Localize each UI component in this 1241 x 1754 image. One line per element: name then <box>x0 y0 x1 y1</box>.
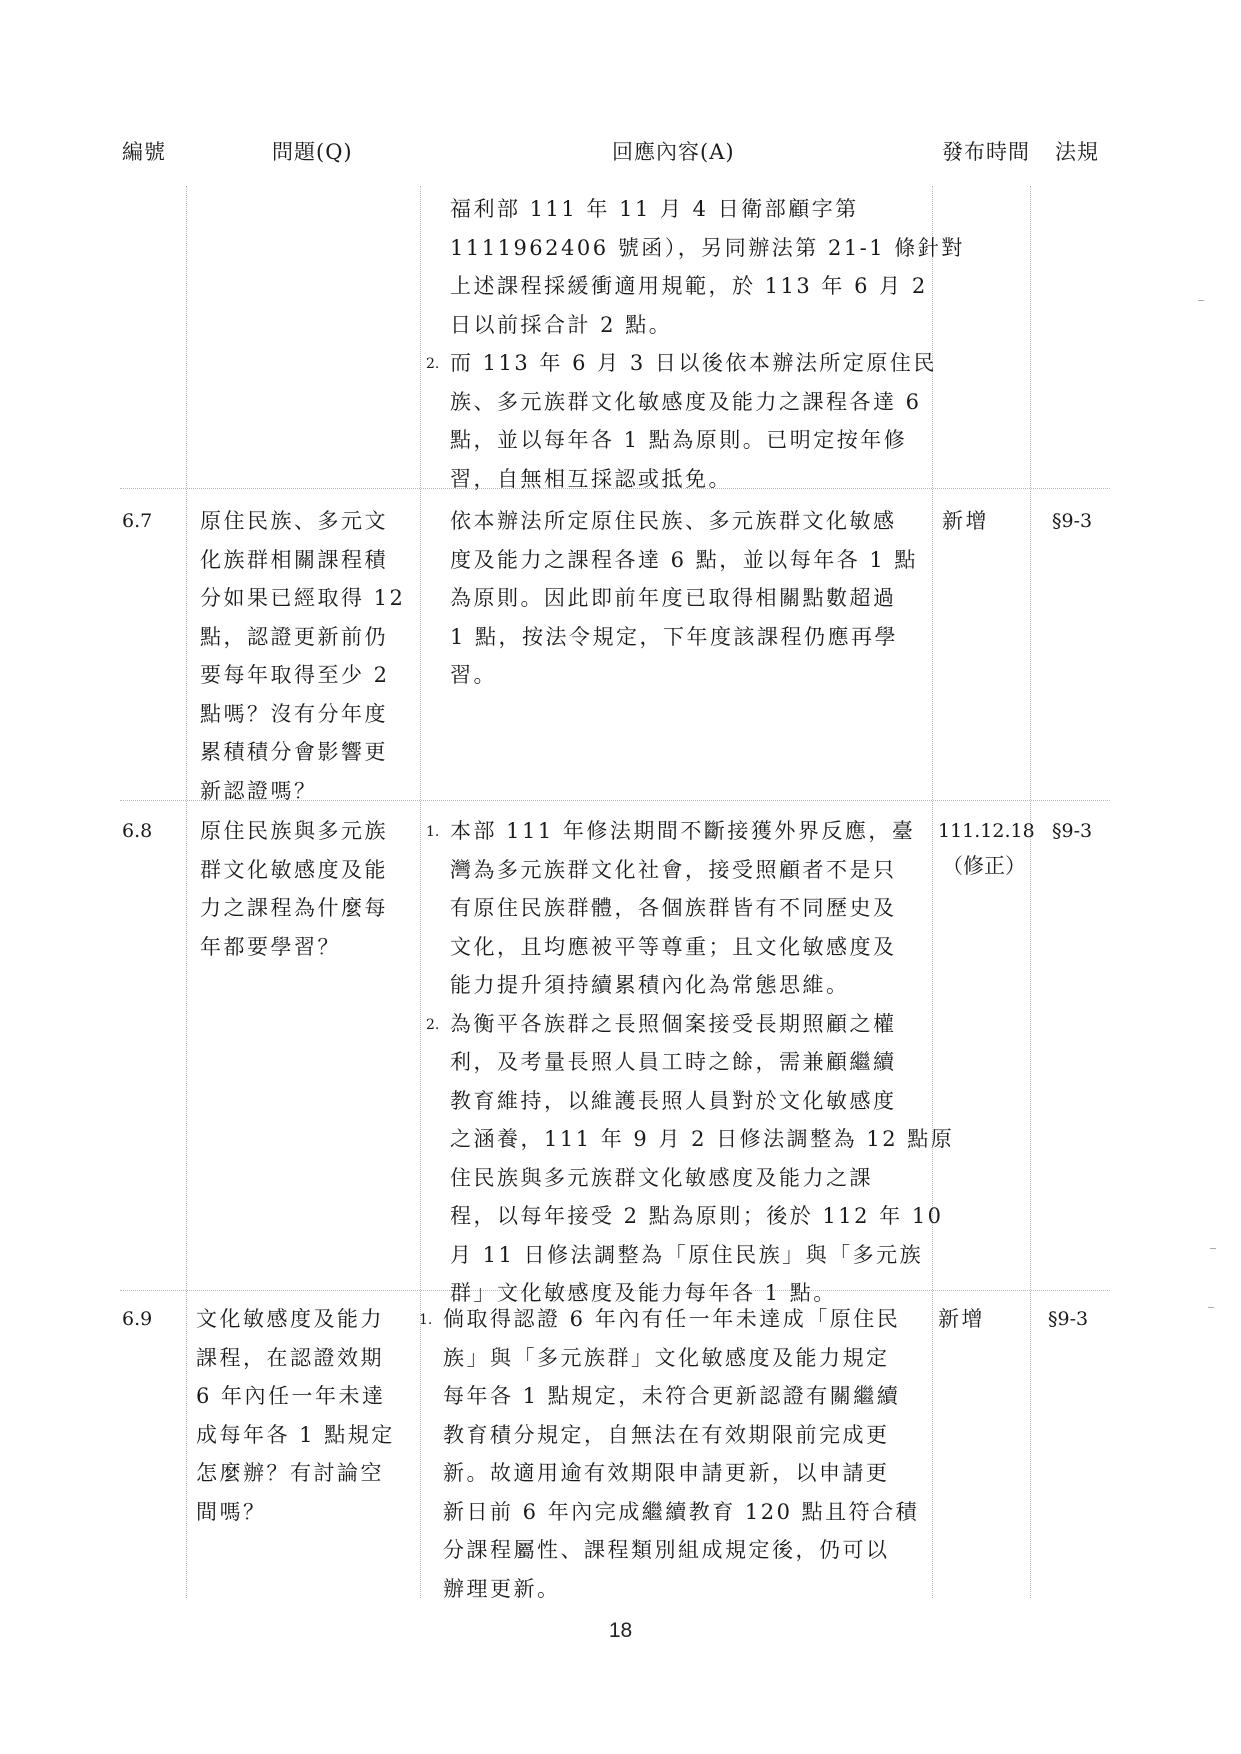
answer-line: 灣為多元族群文化社會，接受照顧者不是只 <box>450 857 897 882</box>
question-line: 文化敏感度及能力 <box>196 1307 384 1331</box>
question-line: 成每年各 1 點規定 <box>196 1422 395 1447</box>
date-line: 新增 <box>938 1307 985 1331</box>
answer-line: 倘取得認證 6 年內有任一年未達成「原住民 <box>443 1307 901 1331</box>
answer-line: 文化，且均應被平等尊重；且文化敏感度及 <box>450 934 897 959</box>
answer-line: 日以前採合計 2 點。 <box>450 312 673 337</box>
question-line: 課程，在認證效期 <box>196 1345 384 1370</box>
answer-line: 上述課程採緩衝適用規範，於 113 年 6 月 2 <box>450 274 928 298</box>
answer-cell <box>426 812 955 1313</box>
question-cell <box>196 1300 395 1531</box>
scan-mark <box>1208 1307 1214 1308</box>
answer-line: 住民族與多元族群文化敏感度及能力之課 <box>450 1165 873 1190</box>
answer-item <box>426 812 954 1005</box>
question-line: 要每年取得至少 2 <box>200 663 390 687</box>
question-line: 間嗎？ <box>196 1499 267 1524</box>
question-cell <box>200 812 388 966</box>
scan-mark <box>1210 1248 1216 1249</box>
question-line: 力之課程為什麼每 <box>200 896 388 920</box>
question-line: 分如果已經取得 12 <box>200 586 406 610</box>
answer-cell <box>450 502 918 695</box>
question-line: 6 年內任一年未達 <box>196 1384 386 1408</box>
answer-line: 月 11 日修法調整為「原住民族」與「多元族 <box>450 1242 924 1267</box>
answer-line: 能力提升須持續累積內化為常態思維。 <box>450 973 850 997</box>
column-divider <box>420 186 421 1598</box>
column-header-date: 發布時間 <box>942 140 1030 164</box>
row-number: 6.8 <box>122 820 153 842</box>
answer-line: 教育維持，以維護長照人員對於文化敏感度 <box>450 1088 897 1113</box>
law-cell: §9-3 <box>1048 1308 1089 1330</box>
column-header-answer: 回應內容(A) <box>612 140 735 164</box>
column-divider <box>1030 186 1031 1598</box>
column-header-question: 問題(Q) <box>272 140 353 164</box>
date-line: 111.12.18 <box>938 820 1035 842</box>
answer-line: 本部 111 年修法期間不斷接獲外界反應，臺 <box>450 819 916 843</box>
answer-line: 為原則。因此即前年度已取得相關點數超過 <box>450 586 897 610</box>
question-cell <box>200 502 405 810</box>
answer-line: 程，以每年接受 2 點為原則；後於 112 年 10 <box>450 1204 944 1228</box>
column-header-law: 法規 <box>1055 140 1099 164</box>
question-line: 原住民族、多元文 <box>200 509 388 533</box>
answer-line: 之涵養，111 年 9 月 2 日修法調整為 12 點原 <box>450 1127 955 1151</box>
law-cell: §9-3 <box>1052 820 1093 842</box>
answer-line: 1 點，按法令規定，下年度該課程仍應再學 <box>450 624 899 649</box>
question-line: 點嗎？沒有分年度 <box>200 701 388 726</box>
question-line: 怎麼辦？有討論空 <box>196 1461 384 1485</box>
answer-continuation <box>426 190 965 498</box>
question-line: 新認證嗎？ <box>200 778 318 803</box>
answer-line: 而 113 年 6 月 3 日以後依本辦法所定原住民 <box>450 351 937 375</box>
answer-item <box>426 344 965 498</box>
column-header-number: 編號 <box>122 140 166 164</box>
page-number: 18 <box>608 1619 633 1642</box>
answer-item <box>426 1005 955 1313</box>
answer-cell <box>419 1300 920 1608</box>
answer-line: 辦理更新。 <box>443 1576 561 1601</box>
answer-line: 依本辦法所定原住民族、多元族群文化敏感 <box>450 509 897 533</box>
question-line: 年都要學習？ <box>200 934 341 959</box>
question-line: 點，認證更新前仍 <box>200 624 388 649</box>
column-divider <box>186 186 187 1598</box>
question-line: 化族群相關課程積 <box>200 547 388 572</box>
answer-line: 1111962406 號函），另同辦法第 21-1 條針對 <box>450 235 965 260</box>
answer-line: 習，自無相互採認或抵免。 <box>450 466 732 491</box>
answer-line: 有原住民族群體，各個族群皆有不同歷史及 <box>450 896 897 920</box>
date-cell <box>942 502 989 541</box>
answer-line: 利，及考量長照人員工時之餘，需兼顧繼續 <box>450 1050 897 1074</box>
answer-line: 點，並以每年各 1 點為原則。已明定按年修 <box>450 428 908 452</box>
date-cell <box>938 1300 985 1339</box>
row-number: 6.7 <box>122 510 153 532</box>
date-line: 新增 <box>942 509 989 533</box>
answer-line: 為衡平各族群之長照個案接受長期照顧之權 <box>450 1011 897 1036</box>
row-number: 6.9 <box>122 1308 153 1330</box>
answer-line: 福利部 111 年 11 月 4 日衛部顧字第 <box>450 197 859 221</box>
answer-line: 新日前 6 年內完成繼續教育 120 點且符合積 <box>443 1499 920 1524</box>
item-marker: 2. <box>426 356 440 372</box>
item-marker: 1. <box>419 1312 433 1328</box>
answer-line: 教育積分規定，自無法在有效期限前完成更 <box>443 1422 890 1447</box>
date-line: （修正） <box>942 853 1026 878</box>
law-cell: §9-3 <box>1052 510 1093 532</box>
question-line: 累積積分會影響更 <box>200 740 388 764</box>
answer-line: 每年各 1 點規定，未符合更新認證有關繼續 <box>443 1384 901 1408</box>
answer-line: 分課程屬性、課程類別組成規定後，仍可以 <box>443 1538 890 1562</box>
date-cell <box>938 812 1035 881</box>
answer-line: 族、多元族群文化敏感度及能力之課程各達 6 <box>450 389 922 414</box>
question-line: 群文化敏感度及能 <box>200 857 388 882</box>
answer-line: 新。故適用逾有效期限申請更新，以申請更 <box>443 1461 890 1485</box>
scan-mark <box>1198 300 1204 301</box>
answer-item <box>419 1300 920 1608</box>
answer-line: 群」文化敏感度及能力每年各 1 點。 <box>450 1281 837 1305</box>
answer-line: 度及能力之課程各達 6 點，並以每年各 1 點 <box>450 547 918 572</box>
question-line: 原住民族與多元族 <box>200 819 388 843</box>
item-marker: 1. <box>426 824 440 840</box>
answer-line: 習。 <box>450 663 497 687</box>
item-marker: 2. <box>426 1016 440 1033</box>
answer-line: 族」與「多元族群」文化敏感度及能力規定 <box>443 1345 890 1370</box>
